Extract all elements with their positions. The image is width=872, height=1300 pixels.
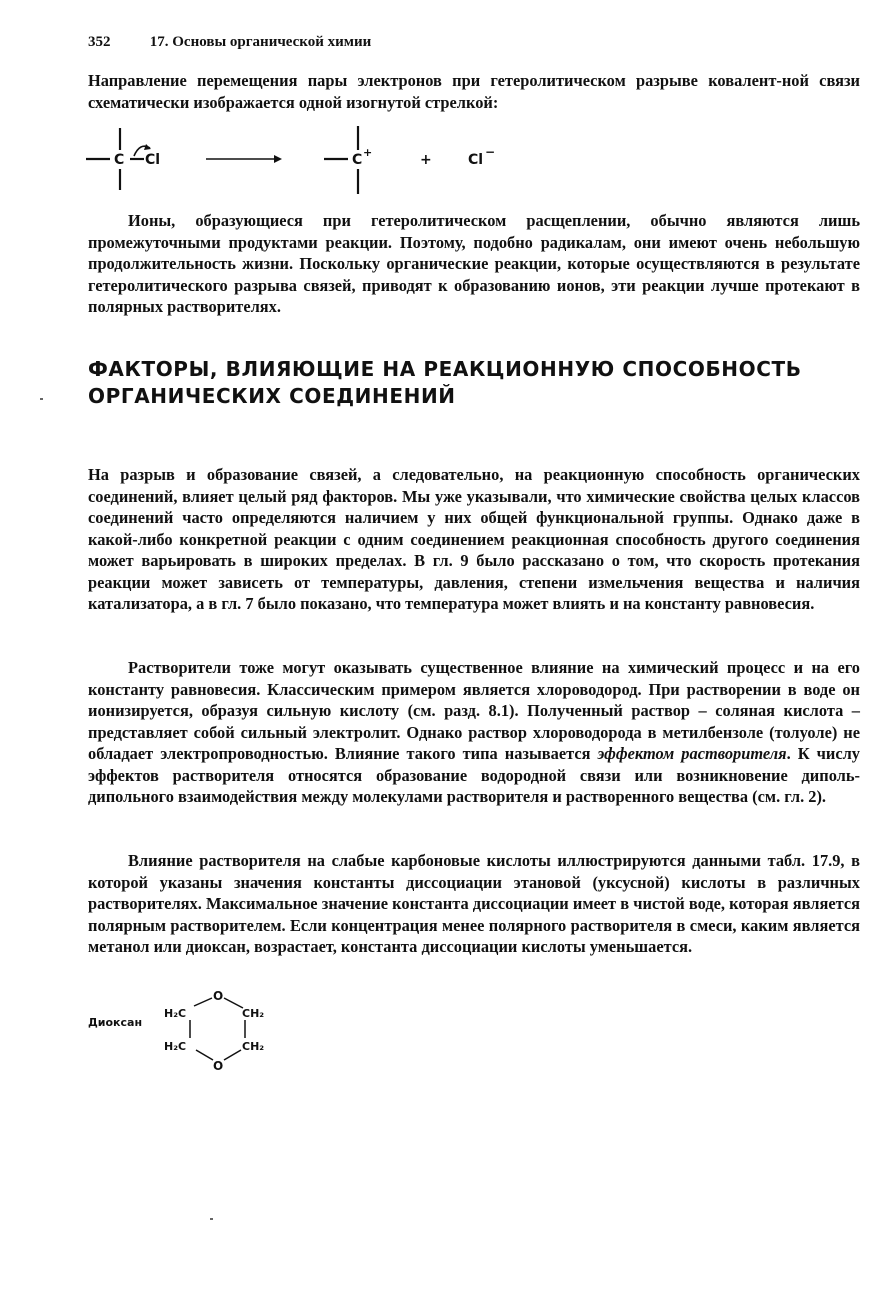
chloride-ion: Cl [468, 152, 484, 168]
curved-arrow-head [144, 144, 151, 150]
scan-mark [210, 1218, 213, 1220]
paragraph-factors: На разрыв и образование связей, а следовательно, на реакционную способность органических соединений, влияет целый ряд факторов. Мы уже указывали, что химические свойства целых классов соединений часто определяются наличием у них общей функциональной группы. Однако даже в какой-либо конкретной реакции с одним соединением реакционная способность другого соединения может варьировать в широких пределах. В гл. 9 было рассказано о том, что скорость протекания реакции может зависеть от температуры, давления, степени измельчения вещества и наличия катализатора, а в гл. 7 было показано, что температура может влиять и на константу равновесия. [88, 465, 860, 613]
anion-charge: − [485, 145, 496, 159]
reactant-carbon: C [114, 152, 125, 168]
solvents-text-end: . К числу эффектов растворителя относятся образование водородной связи или возникновение диполь-дипольного взаимодействия между молекулами растворителя и растворенного вещества (см. гл. 2). [88, 744, 860, 806]
chapter-title: 17. Основы органической химии [149, 34, 372, 50]
dioxane-ch2-upper-right: CH₂ [242, 1007, 265, 1020]
dioxane-ch2-lower-left: H₂C [164, 1040, 187, 1053]
solvents-text-start: Растворители тоже могут оказывать существенное влияние на химический процесс и на его константу равновесия. Классическим примером является хлороводород. При растворении в воде он ионизируется, образуя сильную кислоту (см. разд. 8.1). Полученный раствор – соляная кислота – представляет собой сильный электролит. Однако раствор хлороводорода в метилбензоле (толуоле) не обладает электропроводностью. Влияние такого типа называется [88, 658, 860, 763]
paragraph-acids: Влияние растворителя на слабые карбоновые кислоты иллюстрируются данными табл. 17.9, в которой указаны значения константы диссоциации этановой (уксусной) кислоты в различных растворителях. Максимальное значение константа диссоциации имеет в чистой воде, которая является полярным растворителем. Если концентрация менее полярного растворителя в смеси, каким является метанол или диоксан, возрастает, константа диссоциации кислоты уменьшается. [88, 851, 860, 956]
dioxane-label: Диоксан [88, 1016, 143, 1029]
section-heading [88, 356, 848, 410]
paragraph-solvents [88, 657, 860, 808]
dioxane-ch2-lower-right: CH₂ [242, 1040, 265, 1053]
section-heading-line-2: ОРГАНИЧЕСКИХ СОЕДИНЕНИЙ [88, 384, 456, 408]
product-carbocation: C [352, 152, 363, 168]
reaction-arrow-head [274, 155, 282, 163]
page-header [88, 34, 868, 56]
dioxane-structure [150, 988, 300, 1072]
dioxane-bond-bottom-left [196, 1050, 213, 1060]
cation-charge: + [363, 146, 373, 159]
paragraph-ions: Ионы, образующиеся при гетеролитическом расщеплении, обычно являются лишь промежуточными продуктами реакции. Поэтому, подобно радикалам, они имеют очень небольшую продолжительность жизни. Поскольку органические реакции, которые осуществляются в результате гетеролитического разрыва связей, приводят к образованию ионов, эти реакции лучше протекают в полярных растворителях. [88, 211, 860, 316]
intro-paragraph: Направление перемещения пары электронов при гетеролитическом разрыве ковалент-ной связи схематически изображается одной изогнутой стрелкой: [88, 71, 860, 112]
dioxane-bond-bottom-right [224, 1050, 241, 1060]
reactant-chlorine: Cl [145, 152, 161, 168]
page-number: 352 [88, 34, 111, 50]
plus-sign: + [420, 152, 432, 168]
dioxane-ch2-upper-left: H₂C [164, 1007, 187, 1020]
dioxane-bond-top-right [224, 998, 243, 1008]
solvent-effect-term: эффектом растворителя [597, 744, 787, 763]
dioxane-bond-top-left [194, 998, 212, 1006]
section-heading-line-1: ФАКТОРЫ, ВЛИЯЮЩИЕ НА РЕАКЦИОННУЮ СПОСОБНОСТЬ [88, 357, 802, 381]
dioxane-oxygen-bottom: O [213, 1059, 224, 1072]
scan-mark [40, 398, 43, 400]
heterolysis-scheme [80, 120, 520, 200]
dioxane-oxygen-top: O [213, 989, 224, 1003]
